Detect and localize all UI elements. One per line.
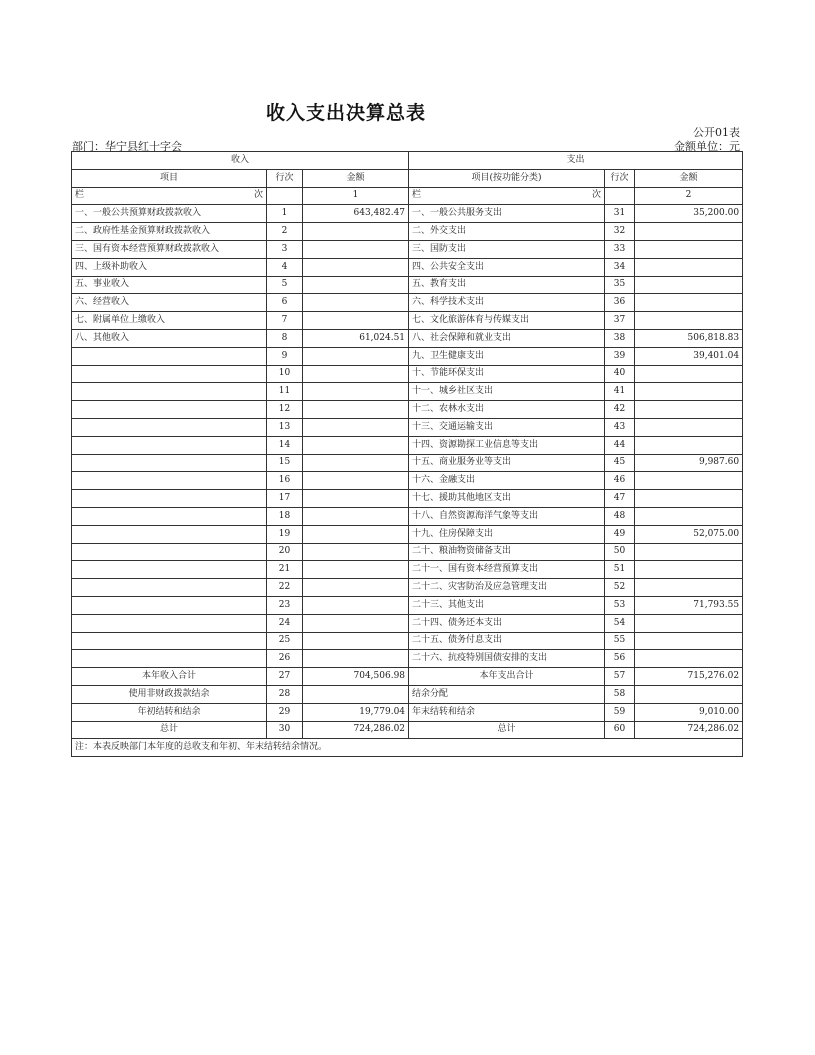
table-row [72, 223, 743, 241]
income-item [72, 614, 267, 632]
expense-item: 十五、商业服务业等支出 [409, 454, 605, 472]
income-amount [303, 632, 409, 650]
expense-amount: 9,010.00 [635, 703, 743, 721]
income-row-no: 22 [267, 579, 303, 597]
expense-amount [635, 472, 743, 490]
income-row-no: 4 [267, 258, 303, 276]
table-row [72, 614, 743, 632]
income-item: 六、经营收入 [72, 294, 267, 312]
income-amount [303, 383, 409, 401]
expense-row-no: 33 [605, 240, 635, 258]
expense-amount: 52,075.00 [635, 525, 743, 543]
income-item: 一、一般公共预算财政拨款收入 [72, 205, 267, 223]
table-row [72, 258, 743, 276]
expense-item: 二十一、国有资本经营预算支出 [409, 561, 605, 579]
income-row-no: 1 [267, 205, 303, 223]
expense-item: 二十五、债务付息支出 [409, 632, 605, 650]
table-row [72, 347, 743, 365]
income-amount [303, 276, 409, 294]
expense-amount [635, 223, 743, 241]
income-item [72, 472, 267, 490]
expense-row-no: 32 [605, 223, 635, 241]
income-row-no: 5 [267, 276, 303, 294]
expense-amount: 506,818.83 [635, 329, 743, 347]
expense-amount [635, 507, 743, 525]
expense-summary-item: 本年支出合计 [409, 668, 605, 686]
table-row [72, 650, 743, 668]
summary-table [71, 151, 743, 757]
expense-item: 十六、金融支出 [409, 472, 605, 490]
expense-amount [635, 365, 743, 383]
table-row [72, 436, 743, 454]
expense-amount [635, 650, 743, 668]
table-row [72, 294, 743, 312]
expense-amount: 724,286.02 [635, 721, 743, 739]
income-row-no: 12 [267, 401, 303, 419]
table-row [72, 329, 743, 347]
income-row-no: 8 [267, 329, 303, 347]
income-amount [303, 490, 409, 508]
income-row-no: 29 [267, 703, 303, 721]
income-row-no: 25 [267, 632, 303, 650]
income-item: 五、事业收入 [72, 276, 267, 294]
expense-row-no: 47 [605, 490, 635, 508]
expense-amount [635, 240, 743, 258]
expense-row-no-index [605, 187, 635, 205]
expense-col-index: 2 [635, 187, 743, 205]
table-row [72, 525, 743, 543]
amount-unit-label: 金额单位：元 [674, 140, 740, 153]
income-item [72, 525, 267, 543]
income-row-no: 13 [267, 418, 303, 436]
table-row [72, 276, 743, 294]
income-amount [303, 525, 409, 543]
income-amount: 724,286.02 [303, 721, 409, 739]
expense-row-no: 45 [605, 454, 635, 472]
expense-amount [635, 258, 743, 276]
table-row [72, 401, 743, 419]
expense-row-no: 57 [605, 668, 635, 686]
expense-item-header: 项目(按功能分类) [409, 169, 605, 187]
income-amount [303, 312, 409, 330]
income-row-no: 21 [267, 561, 303, 579]
expense-row-no: 51 [605, 561, 635, 579]
expense-amount: 39,401.04 [635, 347, 743, 365]
income-amount-header: 金额 [303, 169, 409, 187]
expense-item: 二十六、抗疫特别国债安排的支出 [409, 650, 605, 668]
expense-amount: 71,793.55 [635, 596, 743, 614]
table-row [72, 490, 743, 508]
page-title: 收入支出决算总表 [266, 102, 427, 124]
expense-item: 六、科学技术支出 [409, 294, 605, 312]
income-item [72, 507, 267, 525]
expense-lan-cell [409, 187, 605, 205]
expense-row-no: 48 [605, 507, 635, 525]
ci-label: 次 [592, 190, 602, 201]
income-amount [303, 614, 409, 632]
income-item [72, 596, 267, 614]
income-row-no: 17 [267, 490, 303, 508]
expense-row-no: 59 [605, 703, 635, 721]
department-label: 部门：华宁县红十字会 [72, 140, 182, 153]
expense-row-no: 38 [605, 329, 635, 347]
expense-row-no: 60 [605, 721, 635, 739]
income-summary-item: 本年收入合计 [72, 668, 267, 686]
expense-row-no: 34 [605, 258, 635, 276]
income-item: 四、上级补助收入 [72, 258, 267, 276]
income-amount [303, 596, 409, 614]
expense-item: 十一、城乡社区支出 [409, 383, 605, 401]
income-summary-item: 使用非财政拨款结余 [72, 685, 267, 703]
summary-row [72, 721, 743, 739]
expense-amount [635, 614, 743, 632]
expense-item: 一、一般公共服务支出 [409, 205, 605, 223]
income-row-no-index [267, 187, 303, 205]
section-header-row [72, 152, 743, 170]
expense-row-no: 40 [605, 365, 635, 383]
income-row-no: 15 [267, 454, 303, 472]
income-lan-cell [72, 187, 267, 205]
table-row [72, 596, 743, 614]
expense-summary-item: 结余分配 [409, 685, 605, 703]
expense-amount: 35,200.00 [635, 205, 743, 223]
expense-item: 四、公共安全支出 [409, 258, 605, 276]
table-row [72, 312, 743, 330]
expense-summary-item: 年末结转和结余 [409, 703, 605, 721]
summary-row [72, 703, 743, 721]
income-item [72, 561, 267, 579]
table-row [72, 543, 743, 561]
income-row-no: 16 [267, 472, 303, 490]
income-amount [303, 223, 409, 241]
income-item-header: 项目 [72, 169, 267, 187]
income-row-no: 30 [267, 721, 303, 739]
expense-amount [635, 490, 743, 508]
income-amount [303, 472, 409, 490]
expense-item: 七、文化旅游体育与传媒支出 [409, 312, 605, 330]
expense-row-no: 46 [605, 472, 635, 490]
income-item [72, 383, 267, 401]
expense-row-no: 41 [605, 383, 635, 401]
income-amount [303, 579, 409, 597]
expense-row-no-header: 行次 [605, 169, 635, 187]
income-amount [303, 436, 409, 454]
income-row-no: 14 [267, 436, 303, 454]
income-row-no: 2 [267, 223, 303, 241]
expense-item: 十三、交通运输支出 [409, 418, 605, 436]
expense-amount [635, 418, 743, 436]
table-note: 注：本表反映部门本年度的总收支和年初、年末结转结余情况。 [72, 739, 743, 757]
income-item [72, 418, 267, 436]
income-row-no: 6 [267, 294, 303, 312]
income-item: 三、国有资本经营预算财政拨款收入 [72, 240, 267, 258]
expense-amount [635, 294, 743, 312]
expense-item: 二十四、债务还本支出 [409, 614, 605, 632]
income-row-no: 23 [267, 596, 303, 614]
income-row-no: 26 [267, 650, 303, 668]
lan-label: 栏 [412, 190, 422, 201]
expense-row-no: 31 [605, 205, 635, 223]
income-row-no: 3 [267, 240, 303, 258]
table-row [72, 365, 743, 383]
income-item [72, 347, 267, 365]
income-amount [303, 418, 409, 436]
income-amount [303, 365, 409, 383]
income-row-no: 20 [267, 543, 303, 561]
expense-item: 九、卫生健康支出 [409, 347, 605, 365]
expense-item: 十八、自然资源海洋气象等支出 [409, 507, 605, 525]
expense-amount [635, 276, 743, 294]
income-amount [303, 685, 409, 703]
income-col-index: 1 [303, 187, 409, 205]
expense-row-no: 54 [605, 614, 635, 632]
income-amount [303, 543, 409, 561]
income-row-no: 7 [267, 312, 303, 330]
table-row [72, 507, 743, 525]
table-row [72, 632, 743, 650]
table-row [72, 383, 743, 401]
summary-row [72, 685, 743, 703]
ci-label: 次 [253, 190, 263, 201]
expense-row-no: 35 [605, 276, 635, 294]
expense-row-no: 53 [605, 596, 635, 614]
table-row [72, 418, 743, 436]
expense-item: 二十三、其他支出 [409, 596, 605, 614]
income-item [72, 579, 267, 597]
income-amount [303, 240, 409, 258]
expense-item: 十七、援助其他地区支出 [409, 490, 605, 508]
income-row-no: 24 [267, 614, 303, 632]
income-row-no: 18 [267, 507, 303, 525]
expense-row-no: 42 [605, 401, 635, 419]
income-item [72, 454, 267, 472]
income-row-no: 28 [267, 685, 303, 703]
income-item [72, 490, 267, 508]
expense-row-no: 44 [605, 436, 635, 454]
expense-row-no: 58 [605, 685, 635, 703]
income-item: 八、其他收入 [72, 329, 267, 347]
income-row-no: 27 [267, 668, 303, 686]
income-row-no: 10 [267, 365, 303, 383]
expense-item: 八、社会保障和就业支出 [409, 329, 605, 347]
income-item [72, 365, 267, 383]
expense-item: 十四、资源勘探工业信息等支出 [409, 436, 605, 454]
expense-row-no: 56 [605, 650, 635, 668]
income-amount [303, 258, 409, 276]
expense-amount [635, 685, 743, 703]
expense-item: 五、教育支出 [409, 276, 605, 294]
table-row [72, 472, 743, 490]
expense-amount: 715,276.02 [635, 668, 743, 686]
expense-section-header: 支出 [409, 152, 743, 170]
expense-amount [635, 401, 743, 419]
income-amount [303, 347, 409, 365]
income-item: 七、附属单位上缴收入 [72, 312, 267, 330]
expense-row-no: 43 [605, 418, 635, 436]
expense-amount-header: 金额 [635, 169, 743, 187]
lan-label: 栏 [75, 190, 85, 201]
income-amount: 643,482.47 [303, 205, 409, 223]
expense-item: 十九、住房保障支出 [409, 525, 605, 543]
table-row [72, 579, 743, 597]
income-amount: 61,024.51 [303, 329, 409, 347]
income-amount [303, 401, 409, 419]
expense-summary-item: 总计 [409, 721, 605, 739]
expense-amount [635, 383, 743, 401]
expense-row-no: 37 [605, 312, 635, 330]
income-item: 二、政府性基金预算财政拨款收入 [72, 223, 267, 241]
summary-row [72, 668, 743, 686]
column-header-row [72, 169, 743, 187]
column-index-row [72, 187, 743, 205]
income-row-no: 19 [267, 525, 303, 543]
expense-row-no: 55 [605, 632, 635, 650]
income-summary-item: 总计 [72, 721, 267, 739]
expense-row-no: 49 [605, 525, 635, 543]
income-amount [303, 507, 409, 525]
income-amount: 704,506.98 [303, 668, 409, 686]
expense-row-no: 52 [605, 579, 635, 597]
expense-item: 十二、农林水支出 [409, 401, 605, 419]
income-item [72, 650, 267, 668]
table-row [72, 454, 743, 472]
income-row-no: 9 [267, 347, 303, 365]
expense-amount [635, 632, 743, 650]
expense-amount [635, 436, 743, 454]
table-row [72, 205, 743, 223]
expense-item: 三、国防支出 [409, 240, 605, 258]
expense-amount: 9,987.60 [635, 454, 743, 472]
income-section-header: 收入 [72, 152, 409, 170]
expense-amount [635, 561, 743, 579]
expense-row-no: 36 [605, 294, 635, 312]
income-amount: 19,779.04 [303, 703, 409, 721]
expense-row-no: 50 [605, 543, 635, 561]
income-summary-item: 年初结转和结余 [72, 703, 267, 721]
income-item [72, 436, 267, 454]
form-code: 公开01表 [693, 126, 740, 139]
expense-amount [635, 579, 743, 597]
income-amount [303, 650, 409, 668]
expense-amount [635, 543, 743, 561]
expense-amount [635, 312, 743, 330]
note-row [72, 739, 743, 757]
income-row-no: 11 [267, 383, 303, 401]
income-item [72, 543, 267, 561]
table-row [72, 240, 743, 258]
table-row [72, 561, 743, 579]
income-item [72, 632, 267, 650]
expense-row-no: 39 [605, 347, 635, 365]
expense-item: 二十、粮油物资储备支出 [409, 543, 605, 561]
income-amount [303, 294, 409, 312]
expense-item: 二、外交支出 [409, 223, 605, 241]
income-row-no-header: 行次 [267, 169, 303, 187]
income-amount [303, 561, 409, 579]
expense-item: 二十二、灾害防治及应急管理支出 [409, 579, 605, 597]
expense-item: 十、节能环保支出 [409, 365, 605, 383]
income-amount [303, 454, 409, 472]
income-item [72, 401, 267, 419]
